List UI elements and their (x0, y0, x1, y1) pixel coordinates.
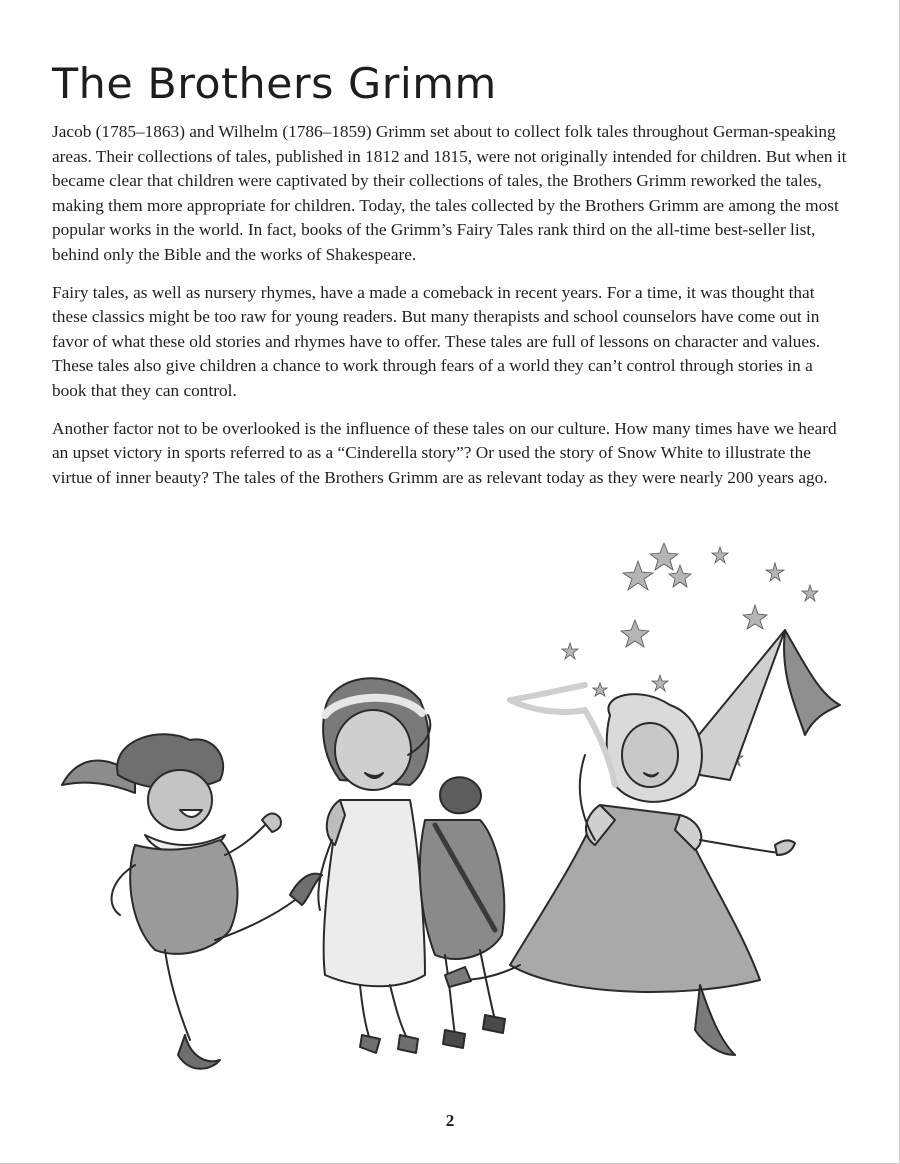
girl-shoe-left (360, 1035, 380, 1053)
star-icon (623, 561, 653, 590)
fairy-scarf (510, 685, 615, 785)
girl-leg-left (360, 985, 370, 1040)
fairy-face (622, 723, 678, 787)
fairy-veil (784, 630, 840, 735)
boy-leg-left (445, 955, 455, 1035)
jester-shoe-left (178, 1035, 220, 1069)
boy-figure (420, 777, 505, 1048)
jester-arm-right (225, 825, 265, 855)
star-icon (562, 643, 578, 659)
fairy-dress (510, 805, 760, 992)
star-icon (593, 683, 607, 696)
fairy-figure (445, 630, 840, 1055)
fairy-shoe-right (695, 985, 735, 1055)
fairy-tale-illustration (40, 535, 860, 1095)
star-icon (712, 547, 728, 563)
page-number: 2 (445, 1111, 455, 1130)
body-text (52, 120, 848, 503)
jester-face (148, 770, 212, 830)
fairy-arm-right (700, 840, 780, 853)
boy-shoe-left (443, 1030, 465, 1048)
fairy-hand-right (775, 840, 795, 855)
star-icon (802, 585, 818, 601)
boy-shoe-right (483, 1015, 505, 1033)
girl-shoe-right (398, 1035, 418, 1053)
jester-leg-left (165, 950, 190, 1040)
girl-figure (318, 678, 430, 1053)
star-icon (652, 675, 668, 691)
star-icon (743, 605, 767, 629)
paragraph-2: Fairy tales, as well as nursery rhymes, have a made a comeback in recent years. For a time, it was thought that these classics might be too raw for young readers. But many therapists and school counselors have come out in favor of what these old stories and rhymes have to offer. These tales are full of lessons on character and values. These tales also give children a chance to work through fears of a world they can’t control through stories in a book that they can control. (52, 282, 821, 400)
boy-leg-right (480, 950, 495, 1020)
jester-figure (62, 734, 322, 1069)
paragraph-3: Another factor not to be overlooked is the influence of these tales on our culture. How many times have we heard an upset victory in sports referred to as a “Cinderella story”? Or used the story of Snow White to illustrate the virtue of inner beauty? The tales of the Brothers Grimm are as relevant today as they were nearly 200 years ago. (52, 418, 837, 487)
fairy-shoe-left (445, 967, 471, 987)
paragraph-1: Jacob (1785–1863) and Wilhelm (1786–1859) Grimm set about to collect folk tales throughout German-speaking areas. Their collections of tales, published in 1812 and 1815, were not originally intended for children. But when it became clear that children were captivated by their collections of tales, the Brothers Grimm reworked the tales, making them more appropriate for children. Today, the tales collected by the Brothers Grimm are among the most popular works in the world. In fact, books of the Grimm’s Fairy Tales rank third on the all-time best-seller list, behind only the Bible and the works of Shakespeare. (52, 122, 847, 264)
star-icon (650, 543, 678, 570)
boy-body (420, 820, 504, 959)
page-title: The Brothers Grimm (52, 59, 497, 108)
boy-hair (440, 777, 481, 813)
star-icon (766, 563, 784, 581)
star-icon (621, 620, 649, 647)
girl-leg-right (390, 985, 408, 1040)
jester-fist (262, 813, 281, 832)
